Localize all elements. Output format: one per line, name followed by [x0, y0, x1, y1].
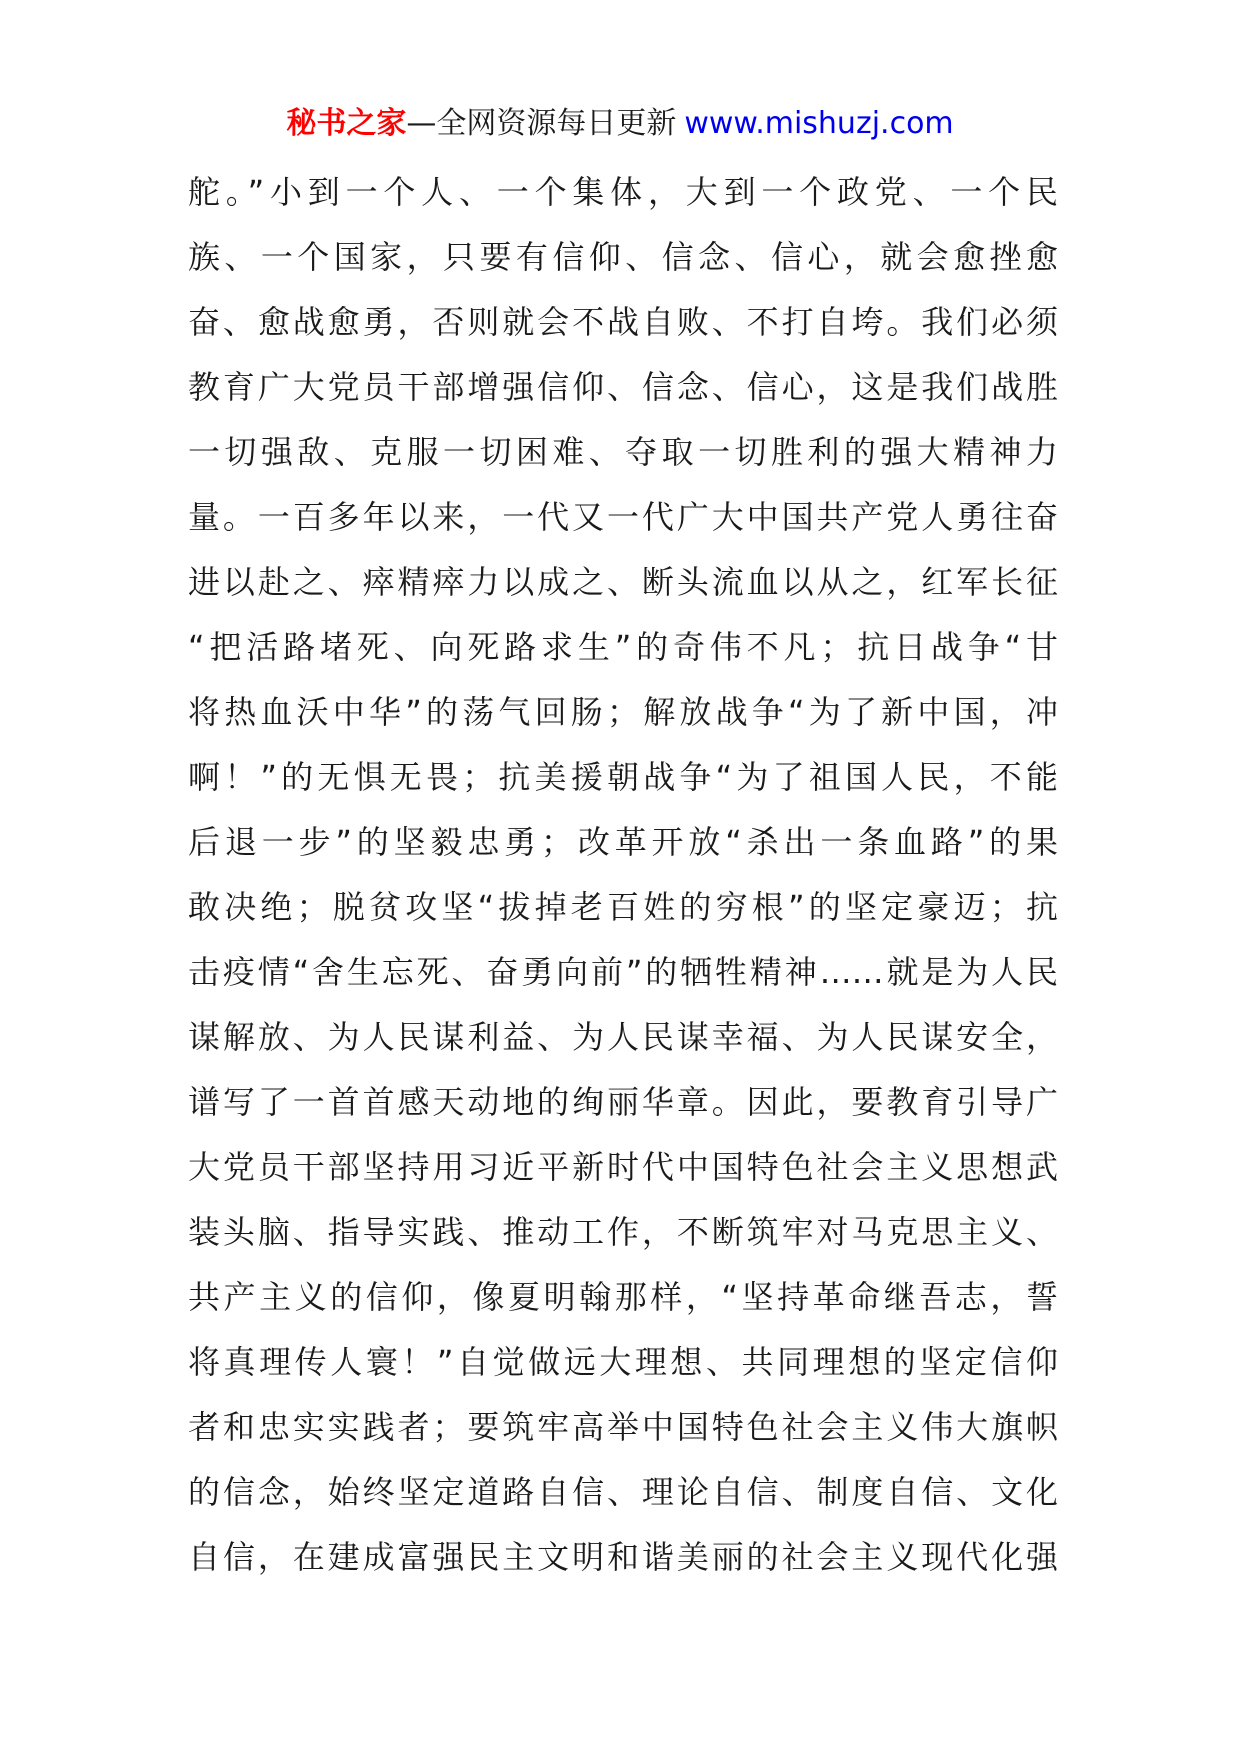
- text-line: 的信念，始终坚定道路自信、理论自信、制度自信、文化: [188, 1473, 1058, 1511]
- text-line: 谱写了一首首感天动地的绚丽华章。因此，要教育引导广: [188, 1083, 1058, 1121]
- header-tagline: —全网资源每日更新: [406, 106, 677, 141]
- text-line: 谋解放、为人民谋利益、为人民谋幸福、为人民谋安全，: [188, 1018, 1058, 1056]
- site-header: [0, 102, 1240, 146]
- text-line: 教育广大党员干部增强信仰、信念、信心，这是我们战胜: [188, 368, 1058, 406]
- text-line: 将热血沃中华”的荡气回肠；解放战争“为了新中国，冲: [188, 693, 1058, 731]
- text-line: 者和忠实实践者；要筑牢高举中国特色社会主义伟大旗帜: [188, 1408, 1058, 1446]
- text-line: 共产主义的信仰，像夏明翰那样，“坚持革命继吾志，誓: [188, 1278, 1058, 1316]
- text-line: 量。一百多年以来，一代又一代广大中国共产党人勇往奋: [188, 498, 1058, 536]
- text-line: 舵。”小到一个人、一个集体，大到一个政党、一个民: [188, 173, 1058, 211]
- text-line: 自信，在建成富强民主文明和谐美丽的社会主义现代化强: [188, 1538, 1058, 1576]
- text-line: 进以赴之、瘁精瘁力以成之、断头流血以从之，红军长征: [188, 563, 1058, 601]
- brand-name: 秘书之家: [286, 106, 407, 141]
- text-line: 后退一步”的坚毅忠勇；改革开放“杀出一条血路”的果: [188, 823, 1058, 861]
- text-line: 装头脑、指导实践、推动工作，不断筑牢对马克思主义、: [188, 1213, 1058, 1251]
- text-line: 族、一个国家，只要有信仰、信念、信心，就会愈挫愈: [188, 238, 1058, 276]
- text-line: 大党员干部坚持用习近平新时代中国特色社会主义思想武: [188, 1148, 1058, 1186]
- text-line: 将真理传人寰！”自觉做远大理想、共同理想的坚定信仰: [188, 1343, 1058, 1381]
- text-line: 奋、愈战愈勇，否则就会不战自败、不打自垮。我们必须: [188, 303, 1058, 341]
- text-line: “把活路堵死、向死路求生”的奇伟不凡；抗日战争“甘: [188, 628, 1058, 666]
- text-line: 敢决绝；脱贫攻坚“拔掉老百姓的穷根”的坚定豪迈；抗: [188, 888, 1058, 926]
- text-line: 啊！”的无惧无畏；抗美援朝战争“为了祖国人民，不能: [188, 758, 1058, 796]
- text-line: 击疫情“舍生忘死、奋勇向前”的牺牲精神……就是为人民: [188, 953, 1058, 991]
- site-url-link[interactable]: www.mishuzj.com: [684, 106, 954, 141]
- document-body: [188, 160, 1058, 1590]
- text-line: 一切强敌、克服一切困难、夺取一切胜利的强大精神力: [188, 433, 1058, 471]
